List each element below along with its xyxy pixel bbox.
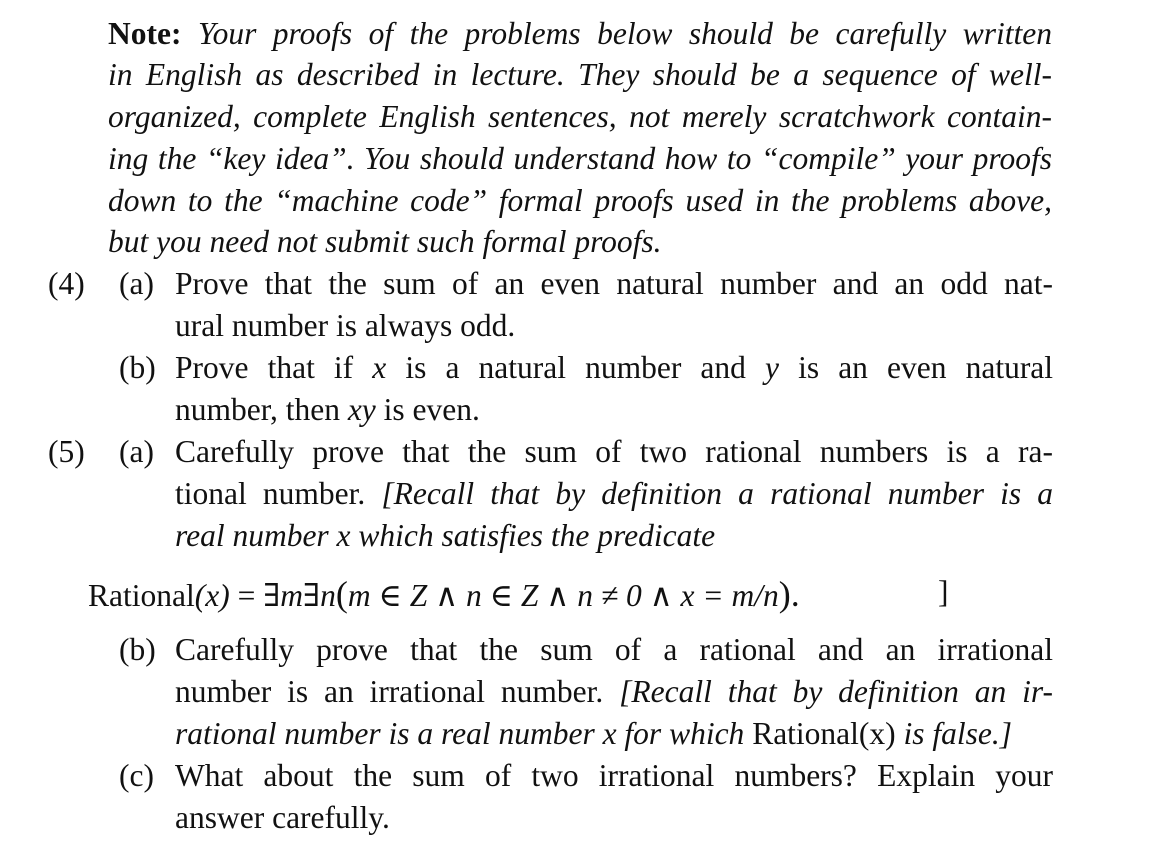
problem-5b-line-2 xyxy=(175,676,1053,708)
note-label: Note: xyxy=(108,16,182,51)
note-line-4: ing the “key idea”. You should understand how to “compile” your proofs xyxy=(108,141,1052,176)
problem-5a-text-roman: tional number. xyxy=(175,476,366,511)
formula-close-paren: ). xyxy=(778,574,800,614)
problem-5b-line-3 xyxy=(175,718,1012,750)
problem-4b-text-b: is a natural number and xyxy=(405,350,746,385)
problem-5c-line-2: answer carefully. xyxy=(175,800,390,835)
problem-5a-line-1: Carefully prove that the sum of two rational numbers is a ra- xyxy=(175,434,1053,469)
problem-4-number: (4) xyxy=(48,266,85,301)
problem-5a-text-italic: [Recall that by definition a rational number is a xyxy=(381,476,1054,511)
rational-definition-formula xyxy=(88,576,800,612)
note-line-5: down to the “machine code” formal proofs used in the problems above, xyxy=(108,183,1052,218)
formula-eq: = xyxy=(237,578,256,613)
formula-closing-bracket: ] xyxy=(938,574,949,609)
problem-5b-text-tail: is false.] xyxy=(903,716,1013,751)
problem-4b-text-c: is an even natural xyxy=(798,350,1054,385)
problem-4a-label: (a) xyxy=(119,266,154,301)
note-text-1: Your proofs of the problems below should be carefully written xyxy=(197,16,1053,51)
problem-4a-line-2: ural number is always odd. xyxy=(175,308,516,343)
problem-5b-text-italic: [Recall that by definition an ir- xyxy=(619,674,1054,709)
note-line-1 xyxy=(108,18,1052,50)
note-line-6: but you need not submit such formal proofs. xyxy=(108,224,662,259)
problem-5c-line-1: What about the sum of two irrational numbers? Explain your xyxy=(175,758,1053,793)
problem-5-number: (5) xyxy=(48,434,85,469)
formula-open-paren: ( xyxy=(335,574,348,614)
problem-5a-line-3: real number x which satisfies the predicate xyxy=(175,518,716,553)
formula-inner: m ∈ Z ∧ n ∈ Z ∧ n ≠ 0 ∧ x = m/n xyxy=(347,578,779,613)
formula-name: Rational xyxy=(88,578,195,613)
problem-5b-label: (b) xyxy=(119,632,156,667)
note-line-2: in English as described in lecture. They should be a sequence of well- xyxy=(108,57,1052,92)
problem-4b-text-d: number, then xyxy=(175,392,340,427)
problem-5b-text-italic-2: rational number is a real number x for which xyxy=(175,716,745,751)
var-x: x xyxy=(372,350,387,385)
problem-5b-text-rational: Rational(x) xyxy=(752,716,896,751)
var-y: y xyxy=(765,350,779,385)
problem-5c-label: (c) xyxy=(119,758,154,793)
problem-4b-line-2 xyxy=(175,394,480,426)
problem-5b-line-1: Carefully prove that the sum of a rational and an irrational xyxy=(175,632,1053,667)
problem-4b-line-1 xyxy=(175,352,1053,384)
var-xy: xy xyxy=(347,392,376,427)
problem-4a-line-1: Prove that the sum of an even natural number and an odd nat- xyxy=(175,266,1053,301)
formula-quantifiers: ∃m∃n xyxy=(263,578,336,613)
problem-4b-label: (b) xyxy=(119,350,156,385)
problem-5b-text-roman: number is an irrational number. xyxy=(175,674,604,709)
note-line-3: organized, complete English sentences, not merely scratchwork contain- xyxy=(108,99,1052,134)
problem-5a-line-2 xyxy=(175,478,1053,510)
problem-5a-label: (a) xyxy=(119,434,154,469)
problem-4b-text-a: Prove that if xyxy=(175,350,354,385)
formula-arg: (x) xyxy=(194,578,230,613)
problem-4b-text-e: is even. xyxy=(383,392,480,427)
